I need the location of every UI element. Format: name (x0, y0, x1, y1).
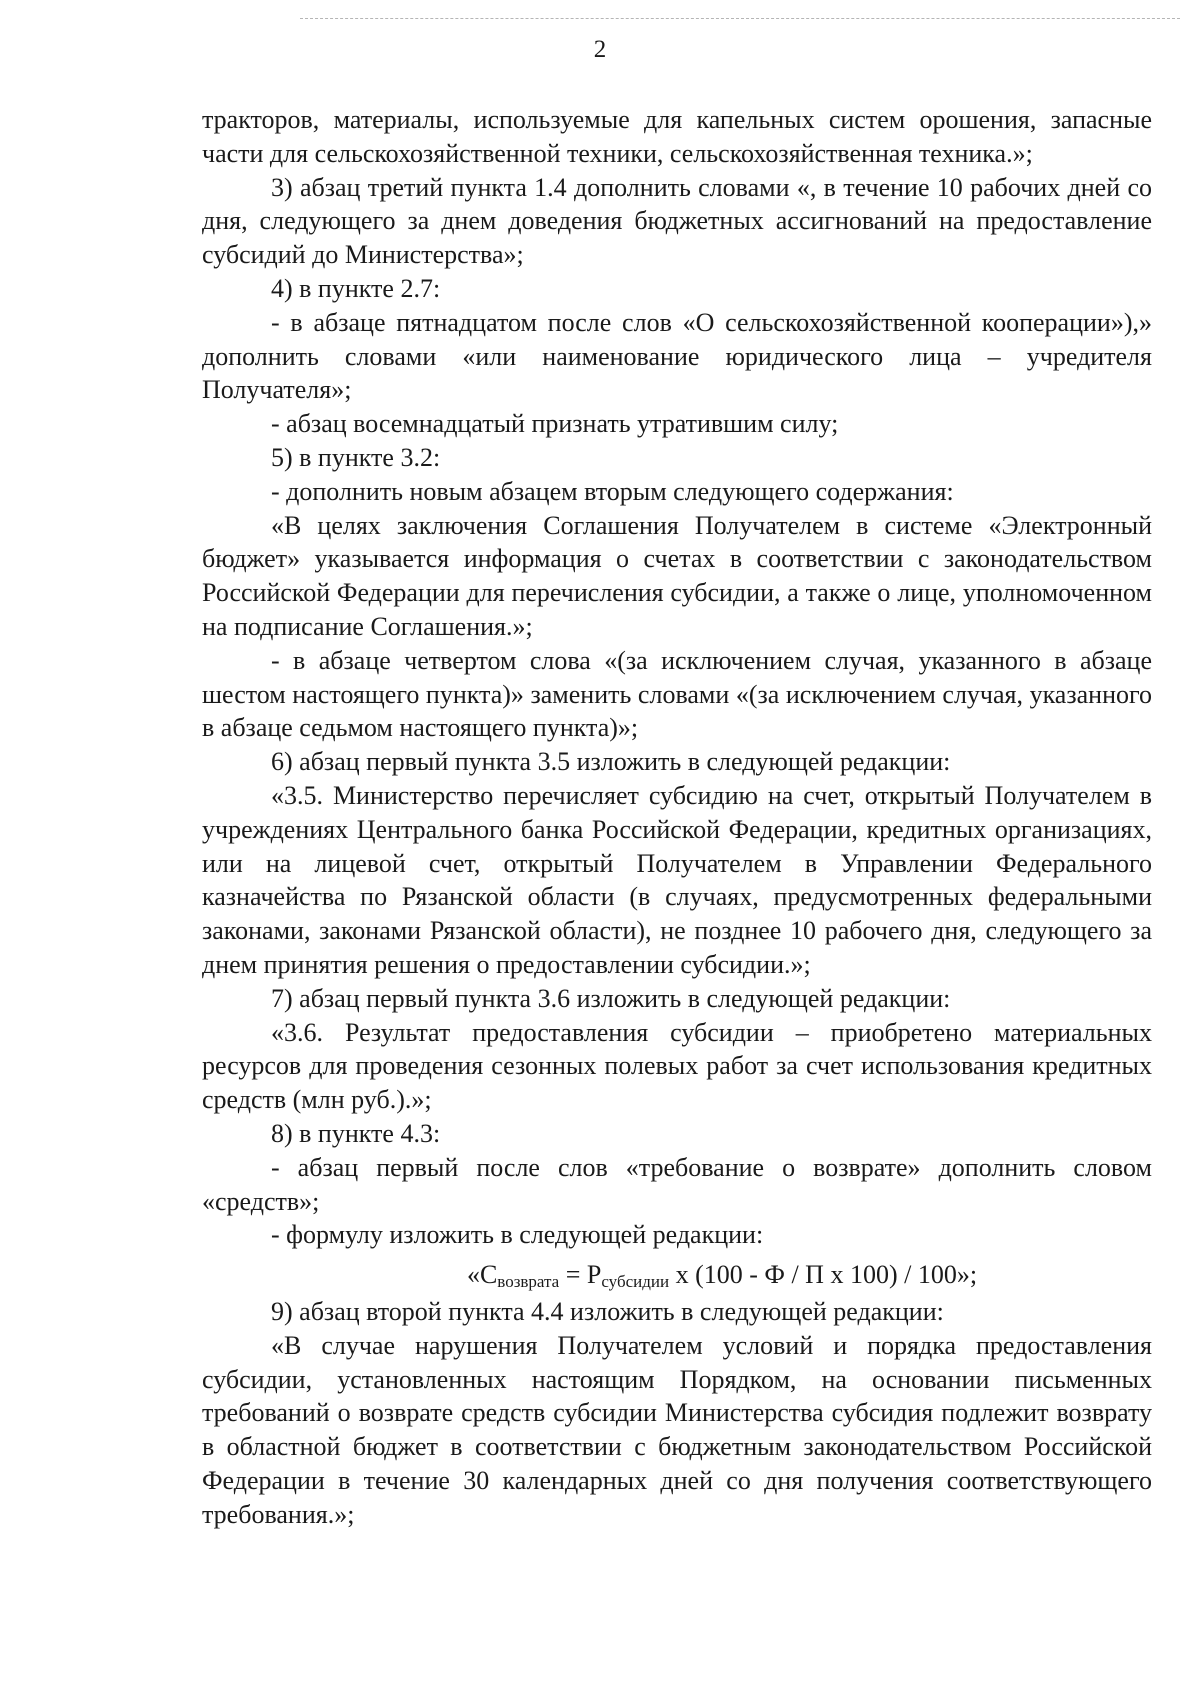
paragraph-item-5: 5) в пункте 3.2: (271, 442, 441, 472)
formula-rest: x (100 - Ф / П x 100) / 100»; (669, 1260, 978, 1290)
paragraph-item-5-sub-2: - в абзаце четвертом слова «(за исключением случая, указанного в абзаце шестом настоящего пункта)» заменить словами «(за исключением случая, указанного в абзаце седьмом настоящего пункта)»; (202, 645, 1152, 743)
paragraph-item-7: 7) абзац первый пункта 3.6 изложить в следующей редакции: (271, 983, 951, 1013)
formula-subscript-return: возврата (497, 1272, 560, 1292)
page-top-border (300, 18, 1180, 19)
paragraph-item-6: 6) абзац первый пункта 3.5 изложить в следующей редакции: (271, 747, 951, 777)
paragraph-item-8-sub-2: - формулу изложить в следующей редакции: (271, 1220, 764, 1250)
paragraph-item-3: 3) абзац третий пункта 1.4 дополнить словами «, в течение 10 рабочих дней со дня, следующего за днем доведения бюджетных ассигнований на предоставление субсидий до Министерства»; (202, 172, 1152, 270)
paragraph-item-6-quote: «3.5. Министерство перечисляет субсидию на счет, открытый Получателем в учреждениях Центрального банка Российской Федерации, кредитных организациях, или на лицевой счет, открытый Получателем в Управлении Федерального казначейства по Рязанской области (в случаях, предусмотренных федеральными законами, законами Рязанской области), не позднее 10 рабочего дня, следующего за днем принятия решения о предоставлении субсидии.»; (202, 780, 1152, 979)
paragraph-item-7-quote: «3.6. Результат предоставления субсидии – приобретено материальных ресурсов для проведения сезонных полевых работ за счет использования кредитных средств (млн руб.).»; (202, 1017, 1152, 1115)
paragraph-item-4-sub-2: - абзац восемнадцатый признать утратившим силу; (271, 409, 839, 439)
formula (202, 1255, 1152, 1295)
formula-open: «C (466, 1260, 498, 1290)
formula-subscript-subsidy: субсидии (601, 1272, 670, 1292)
paragraph-item-4: 4) в пункте 2.7: (271, 273, 441, 303)
page-number: 2 (593, 36, 607, 63)
paragraph-item-4-sub-1: - в абзаце пятнадцатом после слов «О сельскохозяйственной кооперации»),» дополнить словами «или наименование юридического лица – учредителя Получателя»; (202, 307, 1152, 405)
paragraph-item-5-quote: «В целях заключения Соглашения Получателем в системе «Электронный бюджет» указывается информация о счетах в соответствии с законодательством Российской Федерации для перечисления субсидии, а также о лице, уполномоченном на подписание Соглашения.»; (202, 510, 1152, 641)
paragraph-item-8-sub-1: - абзац первый после слов «требование о возврате» дополнить словом «средств»; (202, 1152, 1152, 1216)
document-body (202, 103, 1152, 1532)
paragraph-item-5-sub-1: - дополнить новым абзацем вторым следующего содержания: (271, 476, 954, 506)
paragraph-continuation: тракторов, материалы, используемые для капельных систем орошения, запасные части для сельскохозяйственной техники, сельскохозяйственная техника.»; (202, 105, 1152, 168)
paragraph-item-9-quote: «В случае нарушения Получателем условий и порядка предоставления субсидии, установленных настоящим Порядком, на основании письменных требований о возврате средств субсидии Министерства субсидия подлежит возврату в областной бюджет в соответствии с бюджетным законодательством Российской Федерации в течение 30 календарных дней со дня получения соответствующего требования.»; (202, 1330, 1152, 1529)
paragraph-item-8: 8) в пункте 4.3: (271, 1118, 441, 1148)
paragraph-item-9: 9) абзац второй пункта 4.4 изложить в следующей редакции: (271, 1297, 944, 1327)
formula-equals: = P (559, 1260, 602, 1290)
